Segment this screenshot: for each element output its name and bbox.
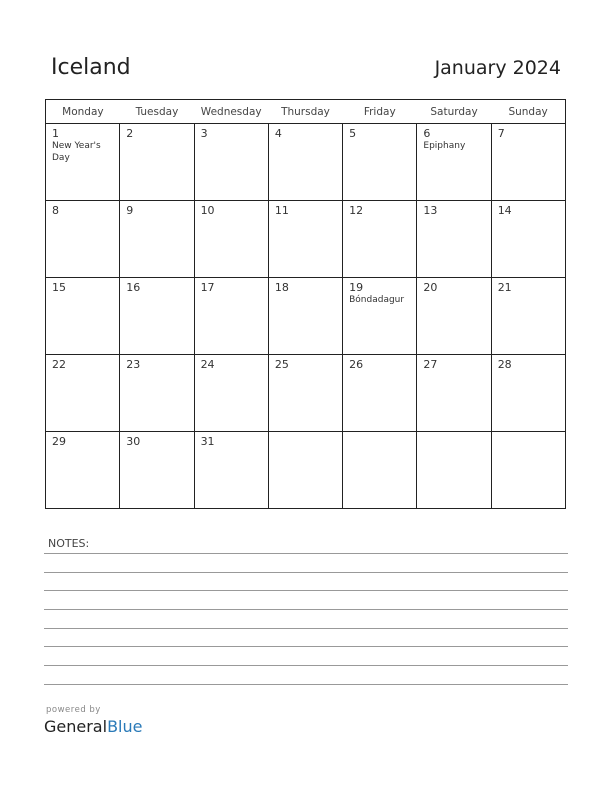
- day-number: 9: [126, 204, 134, 217]
- note-line: [44, 646, 568, 647]
- day-number: 27: [423, 358, 438, 371]
- weekday-header: Wednesday: [194, 100, 268, 124]
- powered-by-text: powered by: [46, 705, 101, 715]
- day-number: 22: [52, 358, 66, 371]
- note-line: [44, 572, 568, 573]
- calendar-day-cell: [194, 278, 268, 355]
- weekday-header: Saturday: [417, 100, 491, 124]
- calendar-day-cell: [46, 355, 120, 432]
- calendar-day-cell: [417, 278, 491, 355]
- calendar-day-cell: [268, 201, 342, 278]
- day-number: 5: [349, 127, 357, 140]
- calendar-country-title: Iceland: [51, 55, 131, 80]
- day-number: 24: [200, 358, 215, 371]
- calendar-day-cell: [491, 355, 565, 432]
- calendar-day-cell: [268, 124, 342, 201]
- calendar-day-cell: [120, 124, 194, 201]
- calendar-day-cell: [343, 432, 417, 509]
- day-number: 13: [423, 204, 438, 217]
- day-number: 30: [126, 435, 141, 448]
- calendar-day-cell: [491, 432, 565, 509]
- day-number: 7: [497, 127, 505, 140]
- calendar-day-cell: [194, 432, 268, 509]
- calendar-month-title: January 2024: [434, 57, 561, 79]
- calendar-day-cell: [417, 201, 491, 278]
- day-number: 8: [52, 204, 59, 217]
- day-number: 31: [200, 435, 215, 448]
- weekday-header: Tuesday: [120, 100, 194, 124]
- note-line: [44, 609, 568, 610]
- holiday-label: Bóndadagur: [349, 295, 405, 305]
- day-number: 26: [349, 358, 364, 371]
- notes-label: NOTES:: [48, 537, 90, 550]
- day-number: 17: [200, 281, 215, 294]
- calendar-day-cell: [46, 278, 120, 355]
- calendar-day-cell: [268, 355, 342, 432]
- day-number: 28: [497, 358, 512, 371]
- brand-name-part2: Blue: [107, 717, 143, 736]
- note-line: [44, 684, 568, 685]
- day-number: 20: [423, 281, 438, 294]
- calendar-body: [46, 124, 566, 509]
- day-number: 15: [52, 281, 66, 294]
- note-line: [44, 590, 568, 591]
- calendar-day-cell: [417, 355, 491, 432]
- calendar-day-cell: [120, 432, 194, 509]
- calendar-day-cell: [46, 432, 120, 509]
- note-line: [44, 553, 568, 554]
- day-number: 11: [274, 204, 289, 217]
- note-line: [44, 628, 568, 629]
- holiday-label: Epiphany: [423, 141, 466, 151]
- calendar-day-cell: [46, 124, 120, 201]
- calendar-day-cell: [120, 201, 194, 278]
- day-number: 21: [497, 281, 512, 294]
- day-number: 4: [274, 127, 282, 140]
- calendar-week-row: [46, 355, 566, 432]
- calendar-day-cell: [268, 278, 342, 355]
- calendar-day-cell: [343, 124, 417, 201]
- weekday-header: Sunday: [491, 100, 565, 124]
- weekday-header: Thursday: [268, 100, 342, 124]
- brand-logo[interactable]: [44, 717, 142, 736]
- weekday-header-row: [46, 100, 566, 124]
- calendar-day-cell: [491, 124, 565, 201]
- calendar-day-cell: [46, 201, 120, 278]
- calendar-week-row: [46, 124, 566, 201]
- calendar-day-cell: [194, 124, 268, 201]
- calendar-day-cell: [417, 432, 491, 509]
- calendar-day-cell: [491, 278, 565, 355]
- day-number: 3: [200, 127, 208, 140]
- calendar-week-row: [46, 278, 566, 355]
- day-number: 29: [52, 435, 66, 448]
- day-number: 2: [126, 127, 134, 140]
- calendar-day-cell: [268, 432, 342, 509]
- calendar-day-cell: [417, 124, 491, 201]
- day-number: 6: [423, 127, 431, 140]
- calendar-day-cell: [491, 201, 565, 278]
- calendar-day-cell: [343, 278, 417, 355]
- calendar-day-cell: [194, 355, 268, 432]
- day-number: 12: [349, 204, 364, 217]
- calendar-day-cell: [120, 355, 194, 432]
- note-line: [44, 665, 568, 666]
- day-number: 16: [126, 281, 141, 294]
- day-number: 23: [126, 358, 141, 371]
- holiday-label: New Year's Day: [52, 141, 101, 163]
- day-number: 19: [349, 281, 364, 294]
- day-number: 18: [274, 281, 289, 294]
- calendar-grid: [45, 99, 566, 509]
- weekday-header: Friday: [343, 100, 417, 124]
- day-number: 14: [497, 204, 512, 217]
- weekday-header: Monday: [46, 100, 120, 124]
- day-number: 25: [274, 358, 289, 371]
- calendar-week-row: [46, 201, 566, 278]
- calendar-day-cell: [194, 201, 268, 278]
- calendar-week-row: [46, 432, 566, 509]
- day-number: 1: [52, 127, 59, 140]
- day-number: 10: [200, 204, 215, 217]
- calendar-day-cell: [343, 201, 417, 278]
- calendar-day-cell: [343, 355, 417, 432]
- brand-name-part1: General: [44, 717, 108, 736]
- calendar-day-cell: [120, 278, 194, 355]
